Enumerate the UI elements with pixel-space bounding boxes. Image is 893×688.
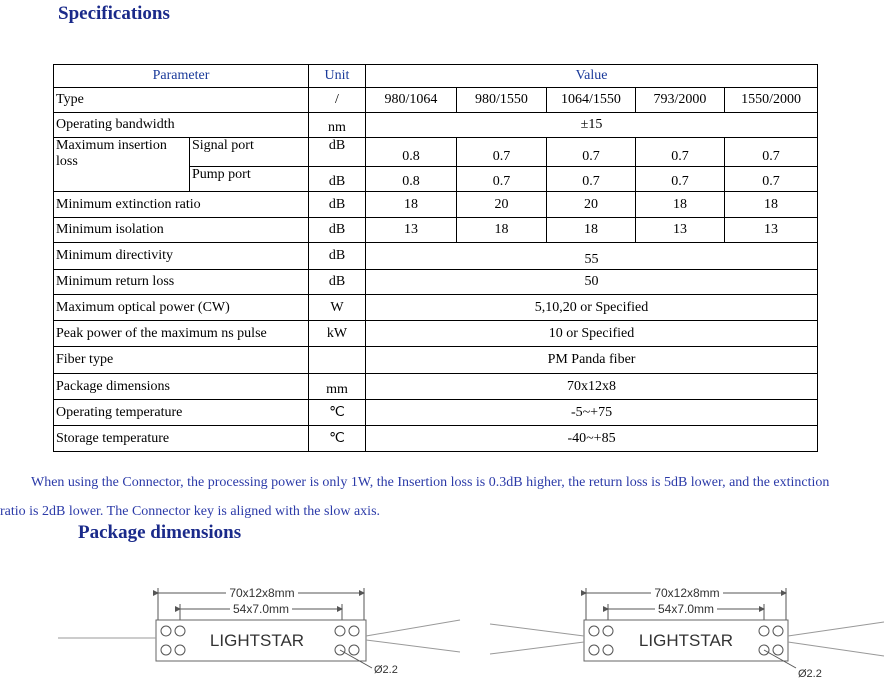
row-unit: W bbox=[309, 295, 366, 321]
table-row bbox=[54, 138, 818, 167]
row-unit: dB bbox=[309, 270, 366, 295]
row-value: 0.7 bbox=[547, 167, 636, 192]
table-row bbox=[54, 295, 818, 321]
header-parameter: Parameter bbox=[54, 65, 309, 88]
table-row bbox=[54, 321, 818, 347]
table-row bbox=[54, 347, 818, 374]
package-drawing-left bbox=[58, 588, 460, 668]
row-value: 0.7 bbox=[547, 138, 636, 167]
package-drawing-right bbox=[490, 588, 884, 668]
type-value: 793/2000 bbox=[636, 88, 725, 113]
row-unit: / bbox=[309, 88, 366, 113]
row-value: 70x12x8 bbox=[366, 374, 818, 400]
row-unit: dB bbox=[309, 192, 366, 218]
row-value: 55 bbox=[366, 243, 818, 270]
row-unit: dB bbox=[309, 167, 366, 192]
row-value: 0.7 bbox=[725, 138, 818, 167]
row-value: 50 bbox=[366, 270, 818, 295]
row-label: Operating temperature bbox=[54, 400, 309, 426]
table-row bbox=[54, 426, 818, 452]
brand-label: LIGHTSTAR bbox=[209, 631, 305, 650]
row-value: 20 bbox=[457, 192, 547, 218]
row-label: Maximum optical power (CW) bbox=[54, 295, 309, 321]
specifications-table bbox=[53, 64, 818, 452]
row-value: 13 bbox=[725, 218, 818, 243]
inner-dimension-label: 54x7.0mm bbox=[657, 602, 715, 616]
outer-dimension-label: 70x12x8mm bbox=[229, 586, 295, 600]
row-label: Fiber type bbox=[54, 347, 309, 374]
package-labels-right bbox=[639, 586, 822, 680]
row-label: Minimum extinction ratio bbox=[54, 192, 309, 218]
row-label: Minimum return loss bbox=[54, 270, 309, 295]
row-value: 10 or Specified bbox=[366, 321, 818, 347]
type-value: 980/1550 bbox=[457, 88, 547, 113]
row-value: 20 bbox=[547, 192, 636, 218]
row-unit: ℃ bbox=[309, 426, 366, 452]
table-row bbox=[54, 374, 818, 400]
row-unit bbox=[309, 347, 366, 374]
table-row bbox=[54, 113, 818, 138]
row-label: Package dimensions bbox=[54, 374, 309, 400]
connector-note bbox=[0, 468, 893, 526]
hole-dimension-label: Ø2.2 bbox=[374, 664, 398, 676]
header-value: Value bbox=[366, 65, 818, 88]
row-value: 18 bbox=[725, 192, 818, 218]
header-unit: Unit bbox=[309, 65, 366, 88]
inner-dimension-label: 54x7.0mm bbox=[232, 602, 290, 616]
row-value: PM Panda fiber bbox=[366, 347, 818, 374]
row-value: 0.8 bbox=[366, 167, 457, 192]
sub-row-label: Signal port bbox=[190, 138, 309, 167]
table-row bbox=[54, 218, 818, 243]
row-value: 0.7 bbox=[725, 167, 818, 192]
row-value: 18 bbox=[636, 192, 725, 218]
note-line-2: ratio is 2dB lower. The Connector key is aligned with the slow axis. bbox=[0, 504, 381, 519]
row-label: Minimum isolation bbox=[54, 218, 309, 243]
row-value: 13 bbox=[636, 218, 725, 243]
row-value: 0.7 bbox=[636, 167, 725, 192]
row-value: 13 bbox=[366, 218, 457, 243]
package-dimensions-title: Package dimensions bbox=[78, 522, 242, 543]
row-label: Maximum insertion loss bbox=[54, 138, 190, 192]
row-value: 0.8 bbox=[366, 138, 457, 167]
note-line-1: When using the Connector, the processing power is only 1W, the Insertion loss is 0.3dB higher, the return loss is 5dB lower, and the extinction bbox=[31, 475, 830, 490]
row-unit: dB bbox=[309, 218, 366, 243]
row-value: 0.7 bbox=[636, 138, 725, 167]
row-value: -5~+75 bbox=[366, 400, 818, 426]
table-header-row bbox=[54, 65, 818, 88]
type-value: 980/1064 bbox=[366, 88, 457, 113]
table-row bbox=[54, 400, 818, 426]
row-value: 18 bbox=[547, 218, 636, 243]
row-label: Storage temperature bbox=[54, 426, 309, 452]
package-labels-left bbox=[210, 586, 398, 676]
row-label: Minimum directivity bbox=[54, 243, 309, 270]
row-value: 0.7 bbox=[457, 167, 547, 192]
row-value: 5,10,20 or Specified bbox=[366, 295, 818, 321]
row-value: -40~+85 bbox=[366, 426, 818, 452]
row-label: Type bbox=[54, 88, 309, 113]
row-label: Peak power of the maximum ns pulse bbox=[54, 321, 309, 347]
row-value: ±15 bbox=[366, 113, 818, 138]
outer-dimension-label: 70x12x8mm bbox=[654, 586, 720, 600]
table-row bbox=[54, 88, 818, 113]
row-unit: ℃ bbox=[309, 400, 366, 426]
type-value: 1550/2000 bbox=[725, 88, 818, 113]
table-row bbox=[54, 270, 818, 295]
row-label: Operating bandwidth bbox=[54, 113, 309, 138]
row-unit: nm bbox=[309, 113, 366, 138]
row-unit: dB bbox=[309, 243, 366, 270]
type-value: 1064/1550 bbox=[547, 88, 636, 113]
row-unit: mm bbox=[309, 374, 366, 400]
package-drawings bbox=[0, 570, 893, 688]
row-unit: dB bbox=[309, 138, 366, 167]
sub-row-label: Pump port bbox=[190, 167, 309, 192]
table-row bbox=[54, 192, 818, 218]
row-value: 0.7 bbox=[457, 138, 547, 167]
row-value: 18 bbox=[457, 218, 547, 243]
hole-dimension-label: Ø2.2 bbox=[798, 668, 822, 680]
table-row bbox=[54, 243, 818, 270]
specifications-title: Specifications bbox=[58, 3, 170, 24]
row-value: 18 bbox=[366, 192, 457, 218]
brand-label: LIGHTSTAR bbox=[638, 631, 734, 650]
row-unit: kW bbox=[309, 321, 366, 347]
